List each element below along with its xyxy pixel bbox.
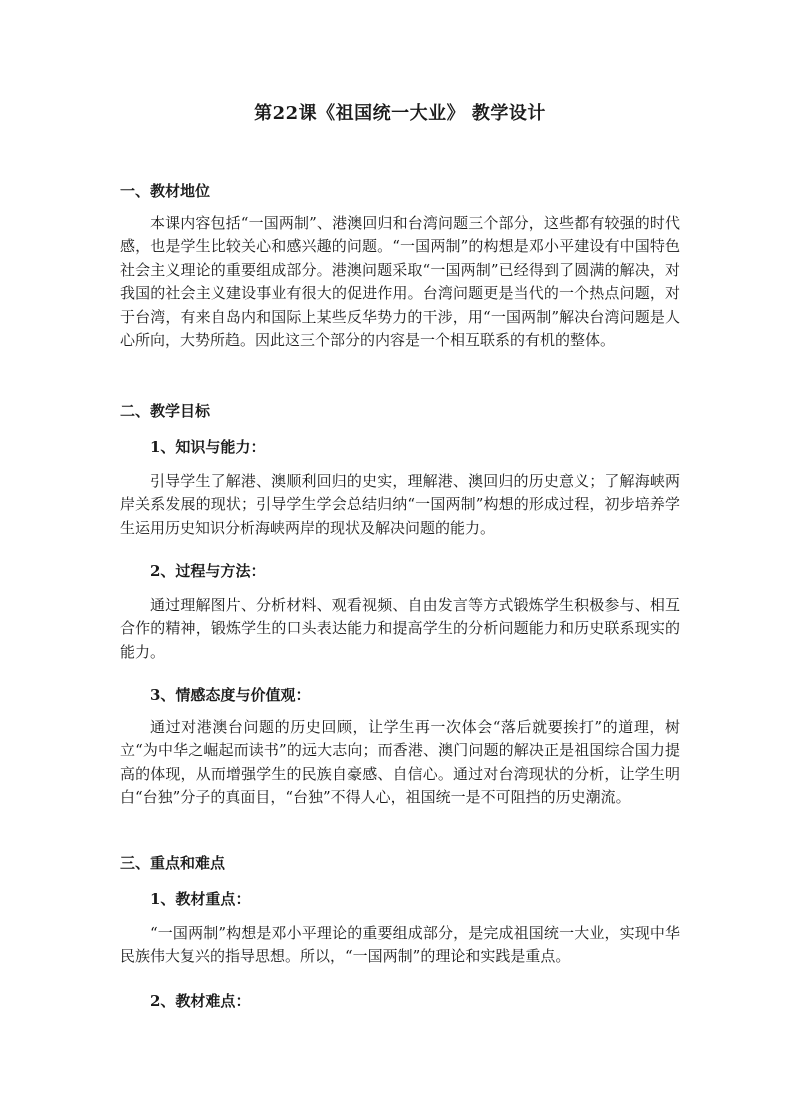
paragraph-emotion-values: 通过对港澳台问题的历史回顾，让学生再一次体会“落后就要挨打”的道理，树立“为中华之崛起而读书”的远大志向；而香港、澳门问题的解决正是祖国综合国力提高的体现，从而增强学生的民族自豪感、自信心。通过对台湾现状的分析，让学生明白“台独”分子的真面目，“台独”不得人心，祖国统一是不可阻挡的历史潮流。 [120,718,680,807]
document-title: 第22课《祖国统一大业》 教学设计 [254,103,546,124]
subheading-key-points: 1、教材重点： [150,890,251,908]
subheading-process-method: 2、过程与方法： [150,562,266,580]
paragraph-key-points: “一国两制”构想是邓小平理论的重要组成部分，是完成祖国统一大业，实现中华民族伟大复兴的指导思想。所以，“一国两制”的理论和实践是重点。 [120,924,680,966]
section-heading-textbook-position: 一、教材地位 [120,182,211,200]
paragraph-knowledge-ability: 引导学生了解港、澳顺利回归的史实，理解港、澳回归的历史意义；了解海峡两岸关系发展的现状；引导学生学会总结归纳“一国两制”构想的形成过程，初步培养学生运用历史知识分析海峡两岸的现状及解决问题的能力。 [120,472,680,537]
section-heading-key-difficult-points: 三、重点和难点 [120,854,226,872]
subheading-emotion-values: 3、情感态度与价值观： [150,686,311,704]
paragraph-process-method: 通过理解图片、分析材料、观看视频、自由发言等方式锻炼学生积极参与、相互合作的精神，锻炼学生的口头表达能力和提高学生的分析问题能力和历史联系现实的能力。 [120,596,680,661]
subheading-knowledge-ability: 1、知识与能力： [150,438,266,456]
section-heading-teaching-goals: 二、教学目标 [120,402,211,420]
subheading-difficult-points: 2、教材难点： [150,992,251,1010]
paragraph-textbook-position: 本课内容包括“一国两制”、港澳回归和台湾问题三个部分，这些都有较强的时代感，也是学生比较关心和感兴趣的问题。“一国两制”的构想是邓小平建设有中国特色社会主义理论的重要组成部分。港澳问题采取“一国两制”已经得到了圆满的解决，对我国的社会主义建设事业有很大的促进作用。台湾问题更是当代的一个热点问题，对于台湾，有来自岛内和国际上某些反华势力的干涉，用“一国两制”解决台湾问题是人心所向，大势所趋。因此这三个部分的内容是一个相互联系的有机的整体。 [120,214,680,350]
